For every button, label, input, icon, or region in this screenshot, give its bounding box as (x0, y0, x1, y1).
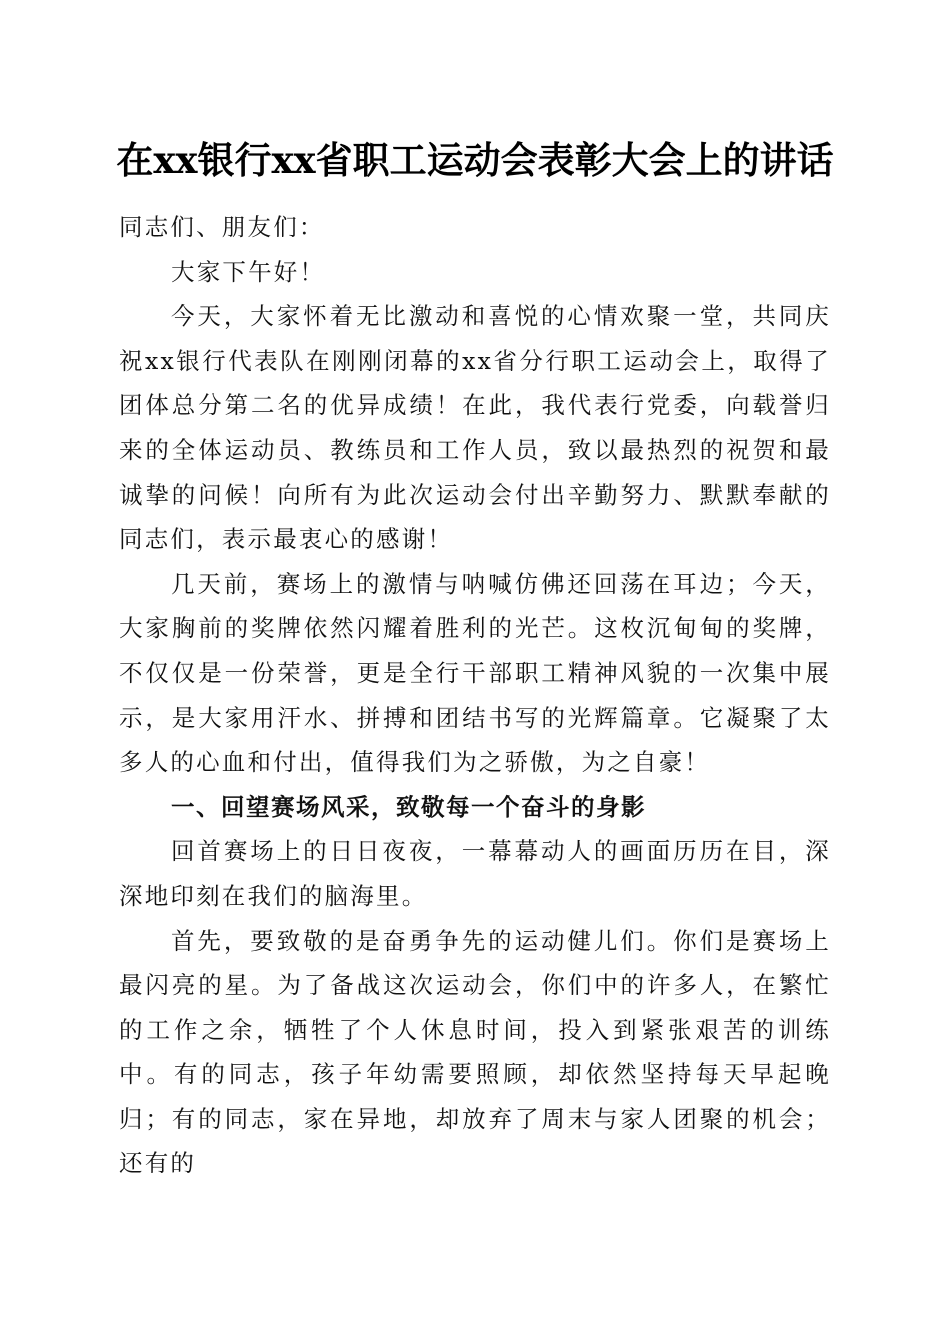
greeting: 大家下午好！ (171, 257, 326, 286)
salutation: 同志们、朋友们： (119, 213, 325, 241)
paragraph-3: 回首赛场上的日日夜夜，一幕幕动人的画面历历在目，深深地印刻在我们的脑海里。 (119, 837, 831, 910)
paragraph-4: 首先，要致敬的是奋勇争先的运动健儿们。你们是赛场上最闪亮的星。为了备战这次运动会，你们中的许多人，在繁忙的工作之余，牺牲了个人休息时间，投入到紧张艰苦的训练中。有的同志，孩子年幼需要照顾，却依然坚持每天早起晚归；有的同志，家在异地，却放弃了周末与家人团聚的机会；还有的 (119, 926, 831, 1178)
paragraph-1: 今天，大家怀着无比激动和喜悦的心情欢聚一堂，共同庆祝xx银行代表队在刚刚闭幕的xx省分行职工运动会上，取得了团体总分第二名的优异成绩！在此，我代表行党委，向载誉归来的全体运动员、教练员和工作人员，致以最热烈的祝贺和最诚挚的问候！向所有为此次运动会付出辛勤努力、默默奉献的同志们，表示最衷心的感谢！ (119, 302, 831, 554)
document-body (119, 205, 831, 1186)
paragraph-2: 几天前，赛场上的激情与呐喊仿佛还回荡在耳边；今天，大家胸前的奖牌依然闪耀着胜利的光芒。这枚沉甸甸的奖牌，不仅仅是一份荣誉，更是全行干部职工精神风貌的一次集中展示，是大家用汗水、拼搏和团结书写的光辉篇章。它凝聚了太多人的心血和付出，值得我们为之骄傲，为之自豪！ (119, 569, 831, 777)
section-1-heading: 一、回望赛场风采，致敬每一个奋斗的身影 (171, 792, 646, 821)
document-title: 在xx银行xx省职工运动会表彰大会上的讲话 (116, 138, 834, 182)
